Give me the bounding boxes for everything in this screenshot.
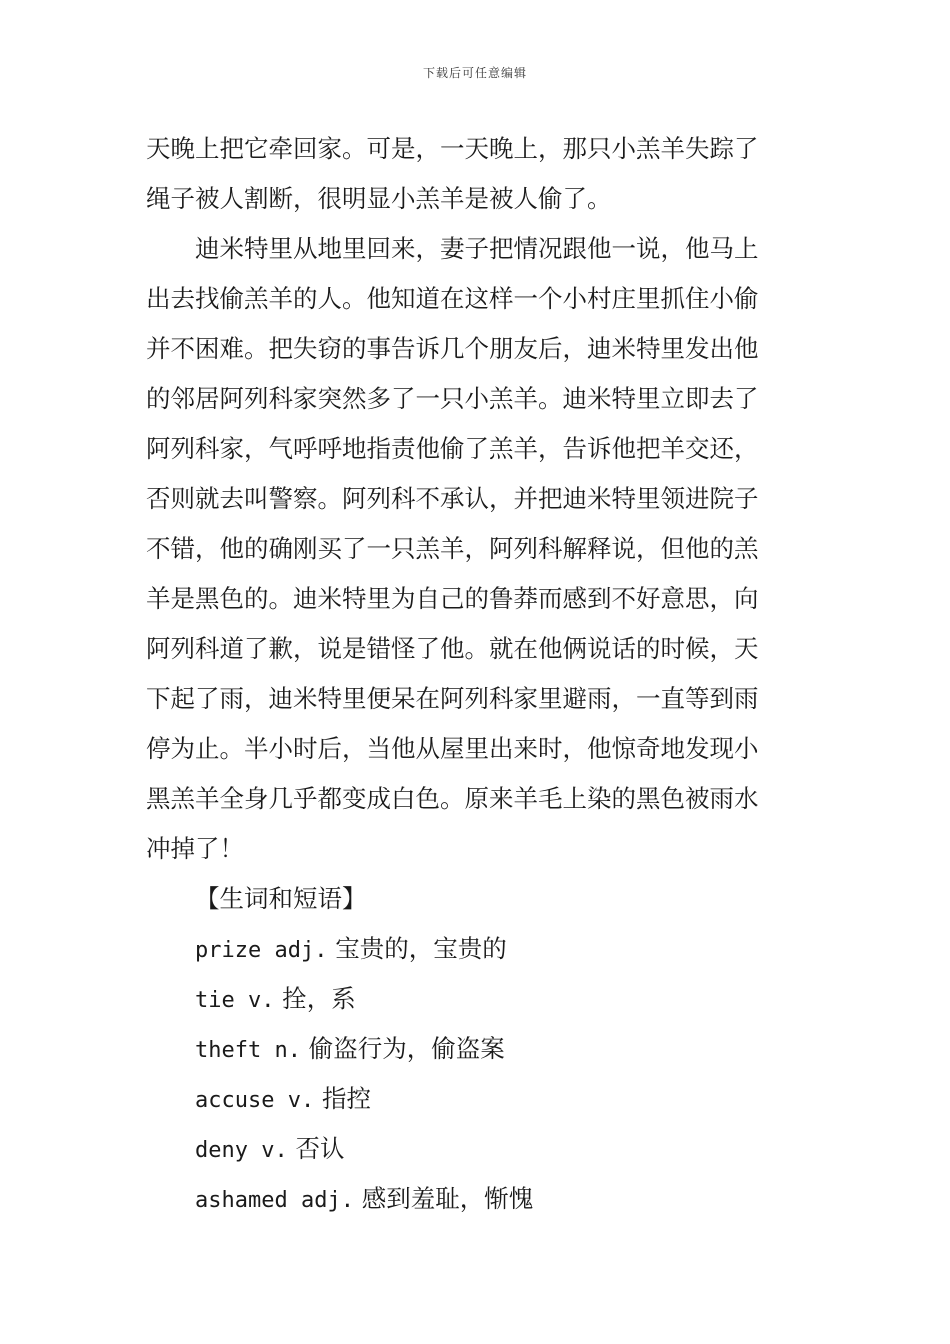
story-line: 出去找偷羔羊的人。他知道在这样一个小村庄里抓住小偷 (146, 284, 759, 313)
vocabulary-item (146, 974, 808, 1024)
vocabulary-item (146, 924, 808, 974)
story-line: 下起了雨，迪米特里便呆在阿列科家里避雨，一直等到雨 (146, 684, 759, 713)
vocabulary-term: theft n. (195, 1038, 301, 1063)
story-line: 绳子被人割断，很明显小羔羊是被人偷了。 (146, 184, 612, 213)
vocabulary-meaning: 指控 (322, 1084, 372, 1113)
story-line: 天晚上把它牵回家。可是，一天晚上，那只小羔羊失踪了 (146, 134, 759, 163)
story-line: 羊是黑色的。迪米特里为自己的鲁莽而感到不好意思，向 (146, 584, 759, 613)
vocabulary-item (146, 1024, 808, 1074)
vocabulary-item (146, 1174, 808, 1224)
vocabulary-meaning: 否认 (295, 1134, 345, 1163)
story-line: 阿列科道了歉，说是错怪了他。就在他俩说话的时候，天 (146, 634, 759, 663)
vocabulary-meaning: 感到羞耻，惭愧 (361, 1184, 534, 1213)
vocabulary-item (146, 1074, 808, 1124)
story-line: 否则就去叫警察。阿列科不承认，并把迪米特里领进院子 (146, 484, 759, 513)
story-line: 停为止。半小时后，当他从屋里出来时，他惊奇地发现小 (146, 734, 759, 763)
story-line: 并不困难。把失窃的事告诉几个朋友后，迪米特里发出他 (146, 334, 759, 363)
story-paragraph-start: 迪米特里从地里回来，妻子把情况跟他一说，他马上 (195, 234, 759, 263)
story-line: 冲掉了！ (146, 834, 244, 863)
story-line: 不错，他的确刚买了一只羔羊，阿列科解释说，但他的羔 (146, 534, 759, 563)
vocabulary-term: accuse v. (195, 1088, 315, 1113)
vocabulary-term: tie v. (195, 988, 275, 1013)
vocabulary-item (146, 1124, 808, 1174)
story-line: 阿列科家，气呼呼地指责他偷了羔羊，告诉他把羊交还， (146, 434, 759, 463)
page-header: 下载后可任意编辑 (422, 66, 527, 80)
vocabulary-term: prize adj. (195, 938, 328, 963)
vocabulary-meaning: 偷盗行为，偷盗案 (308, 1034, 505, 1063)
vocabulary-meaning: 拴，系 (282, 984, 356, 1013)
vocabulary-term: deny v. (195, 1138, 288, 1163)
document-body (146, 124, 808, 1224)
story-line: 黑羔羊全身几乎都变成白色。原来羊毛上染的黑色被雨水 (146, 784, 759, 813)
vocabulary-term: ashamed adj. (195, 1188, 354, 1213)
story-line: 的邻居阿列科家突然多了一只小羔羊。迪米特里立即去了 (146, 384, 759, 413)
vocabulary-meaning: 宝贵的，宝贵的 (335, 934, 507, 963)
vocabulary-heading: 【生词和短语】 (195, 884, 367, 913)
